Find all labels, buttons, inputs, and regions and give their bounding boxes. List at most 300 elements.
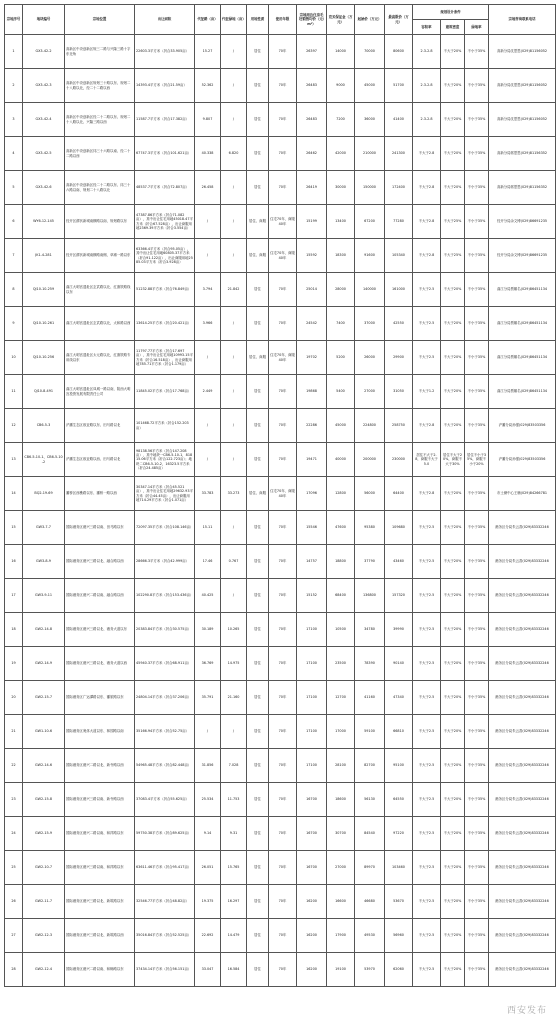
cell-density: 不大于25% <box>441 205 465 239</box>
cell-seq: 2 <box>5 69 23 103</box>
table-row <box>5 511 556 545</box>
cell-location: 曲江大明宫遗址区玄武路以北，太和路以西 <box>65 307 135 341</box>
cell-code: QJ10-10-261 <box>23 307 65 341</box>
cell-avg-price: 19702 <box>297 341 327 375</box>
cell-avg-price: 17100 <box>297 681 327 715</box>
table-row <box>5 103 556 137</box>
cell-area: 54965.48平方米（折合82.448亩） <box>135 749 195 783</box>
cell-green-area: 15.765 <box>221 851 247 885</box>
cell-max-price: 80600 <box>385 35 413 69</box>
cell-far: 不大于2.5 <box>413 511 441 545</box>
cell-use: 居住 <box>247 715 269 749</box>
cell-green-area: 10.265 <box>221 613 247 647</box>
cell-term: 70年 <box>269 647 297 681</box>
cell-location: 曲江大明宫遗址区太元路以北，红旗铁路专用线以东 <box>65 341 135 375</box>
cell-use: 居住 <box>247 443 269 477</box>
cell-term: 70年 <box>269 851 297 885</box>
cell-area: 22603.3平方米（折合33.905亩） <box>135 35 195 69</box>
cell-start-price: 67200 <box>355 205 385 239</box>
cell-location: 国际港务区港兴二路以南、融合路以西 <box>65 579 135 613</box>
table-row <box>5 647 556 681</box>
cell-seq: 9 <box>5 307 23 341</box>
cell-green-rate: 不小于35% <box>465 783 489 817</box>
cell-code: GW2-11-7 <box>23 885 65 919</box>
cell-density: 不大于20% <box>441 35 465 69</box>
cell-deposit: 12700 <box>327 681 355 715</box>
cell-deposit: 42000 <box>327 137 355 171</box>
cell-max-price: 172400 <box>385 171 413 205</box>
cell-avg-price: 16200 <box>297 885 327 919</box>
cell-road-area: 40.338 <box>195 137 221 171</box>
cell-avg-price: 26419 <box>297 171 327 205</box>
cell-area: 45940.37平方米（折合68.911亩） <box>135 647 195 681</box>
cell-start-price: 49530 <box>355 919 385 953</box>
cell-contact: 港务区分局朱云香(029)83332246 <box>489 579 556 613</box>
cell-density: 不大于20% <box>441 851 465 885</box>
cell-use: 居住 <box>247 613 269 647</box>
cell-contact: 曲江分局贾娜名(029)86451134 <box>489 375 556 409</box>
cell-green-area: / <box>221 715 247 749</box>
header-row <box>5 5 556 20</box>
cell-location: 国际港务区港兴二路以南、和畅路以东 <box>65 953 135 987</box>
cell-deposit: 40000 <box>327 443 355 477</box>
header-location: 宗地位置 <box>65 5 135 35</box>
cell-density: 居住不大于20%，商服不大于30% <box>441 443 465 477</box>
cell-term: 70年 <box>269 545 297 579</box>
cell-term: 住宅70年、商服40年 <box>269 205 297 239</box>
cell-seq: 20 <box>5 681 23 715</box>
cell-density: 不大于20% <box>441 171 465 205</box>
cell-green-area: 33.273 <box>221 477 247 511</box>
cell-seq: 24 <box>5 817 23 851</box>
cell-use: 居住 <box>247 137 269 171</box>
cell-code: GW2-12-4 <box>23 953 65 987</box>
cell-area: 20383.84平方米（折合30.575亩） <box>135 613 195 647</box>
cell-term: 70年 <box>269 137 297 171</box>
cell-start-price: 45000 <box>355 69 385 103</box>
cell-term: 70年 <box>269 511 297 545</box>
cell-deposit: 28100 <box>327 749 355 783</box>
cell-contact: 港务区分局朱云香(029)83332246 <box>489 817 556 851</box>
cell-deposit: 19100 <box>327 953 355 987</box>
cell-green-rate: 不小于35% <box>465 477 489 511</box>
cell-deposit: 27000 <box>327 851 355 885</box>
cell-green-rate: 不小于35% <box>465 273 489 307</box>
cell-far: 不大于2.5 <box>413 817 441 851</box>
cell-far: 不大于2.5 <box>413 885 441 919</box>
cell-area: 47387.86平方米（折合71.082亩），其中出让住宅用地45018.47平方米（折合67.528亩），出让商服用地2369.39平方米（折合3.554亩） <box>135 205 195 239</box>
watermark-text: 西安发布 <box>506 1006 547 1016</box>
cell-start-price: 84540 <box>355 817 385 851</box>
cell-avg-price: 17100 <box>297 715 327 749</box>
cell-avg-price: 25014 <box>297 273 327 307</box>
cell-contact: 经开分局余文博(029)86691235 <box>489 205 556 239</box>
cell-use: 居住 <box>247 409 269 443</box>
cell-density: 不大于25% <box>441 239 465 273</box>
header-far: 容积率 <box>413 20 441 35</box>
cell-code: WY6-12-145 <box>23 205 65 239</box>
cell-seq: 21 <box>5 715 23 749</box>
cell-road-area: / <box>195 715 221 749</box>
cell-far: 不大于2.5 <box>413 715 441 749</box>
cell-use: 居住 <box>247 69 269 103</box>
cell-green-area: 6.820 <box>221 137 247 171</box>
cell-far: 不大于2.8 <box>413 477 441 511</box>
cell-seq: 6 <box>5 205 23 239</box>
cell-max-price: 90140 <box>385 647 413 681</box>
cell-area: 37434.14平方米（折合56.151亩） <box>135 953 195 987</box>
cell-use: 居住 <box>247 817 269 851</box>
cell-avg-price: 16700 <box>297 851 327 885</box>
cell-green-rate: 不小于35% <box>465 375 489 409</box>
cell-location: 经开区渭状新城南横路以南、规划路以东 <box>65 205 135 239</box>
cell-use: 居住 <box>247 511 269 545</box>
cell-max-price: 39990 <box>385 613 413 647</box>
cell-term: 70年 <box>269 953 297 987</box>
cell-start-price: 91600 <box>355 239 385 273</box>
cell-density: 不大于20% <box>441 103 465 137</box>
cell-contact: 港务区分局朱云香(029)83332246 <box>489 613 556 647</box>
cell-far: 不大于2.8 <box>413 409 441 443</box>
cell-seq: 14 <box>5 477 23 511</box>
cell-density: 不大于20% <box>441 783 465 817</box>
cell-road-area: / <box>195 341 221 375</box>
cell-use: 居住、商服 <box>247 205 269 239</box>
cell-far: 不大于2.5 <box>413 307 441 341</box>
cell-term: 70年 <box>269 681 297 715</box>
cell-far: 不大于2.5 <box>413 851 441 885</box>
cell-green-area: / <box>221 205 247 239</box>
cell-term: 70年 <box>269 273 297 307</box>
cell-area: 59750.38平方米（折合89.625亩） <box>135 817 195 851</box>
cell-seq: 13 <box>5 443 23 477</box>
cell-green-rate: 不小于35% <box>465 885 489 919</box>
header-start-price: 起始价（万元） <box>355 5 385 35</box>
cell-deposit: 30000 <box>327 171 355 205</box>
cell-green-rate: 不小于35% <box>465 239 489 273</box>
cell-term: 70年 <box>269 443 297 477</box>
table-row <box>5 443 556 477</box>
cell-far: 不大于2.5 <box>413 783 441 817</box>
cell-area: 67747.3平方米（折合101.621亩） <box>135 137 195 171</box>
cell-avg-price: 17100 <box>297 647 327 681</box>
table-row <box>5 817 556 851</box>
cell-green-rate: 不小于35% <box>465 341 489 375</box>
cell-max-price: 258750 <box>385 409 413 443</box>
cell-far: 2.3-2.8 <box>413 69 441 103</box>
cell-code: QJ10-10-259 <box>23 273 65 307</box>
cell-start-price: 26000 <box>355 341 385 375</box>
cell-start-price: 56000 <box>355 477 385 511</box>
cell-code: GW3-9-11 <box>23 579 65 613</box>
cell-road-area: / <box>195 409 221 443</box>
cell-max-price: 77280 <box>385 205 413 239</box>
cell-code: QJ10-10-256 <box>23 341 65 375</box>
cell-use: 居住 <box>247 953 269 987</box>
cell-avg-price: 22286 <box>297 409 327 443</box>
cell-start-price: 41160 <box>355 681 385 715</box>
cell-start-price: 53970 <box>355 953 385 987</box>
header-green-area: 代征绿地（亩） <box>221 5 247 35</box>
cell-green-area: 14.479 <box>221 919 247 953</box>
cell-deposit: 5400 <box>327 375 355 409</box>
cell-start-price: 140000 <box>355 273 385 307</box>
cell-code: GX3-42-5 <box>23 137 65 171</box>
cell-road-area: 36.769 <box>195 647 221 681</box>
cell-green-area: / <box>221 409 247 443</box>
cell-green-rate: 不小于35% <box>465 851 489 885</box>
cell-max-price: 230000 <box>385 443 413 477</box>
cell-location: 国际港务区港兴三路以南、和祥路以东 <box>65 851 135 885</box>
cell-use: 居住 <box>247 647 269 681</box>
cell-code: GW2-14-6 <box>23 749 65 783</box>
cell-code: GX3-42-4 <box>23 103 65 137</box>
cell-green-rate: 不小于35% <box>465 817 489 851</box>
cell-contact: 经开分局余文博(029)86691235 <box>489 239 556 273</box>
cell-location: 国际港务区港兴三路以北、新筑路以东 <box>65 885 135 919</box>
cell-density: 不大于20% <box>441 273 465 307</box>
cell-density: 不大于20% <box>441 681 465 715</box>
cell-green-rate: 不小于35% <box>465 171 489 205</box>
cell-green-area: 14.975 <box>221 647 247 681</box>
cell-term: 70年 <box>269 613 297 647</box>
cell-use: 居住 <box>247 171 269 205</box>
cell-green-area: 0.767 <box>221 545 247 579</box>
cell-avg-price: 15199 <box>297 205 327 239</box>
cell-road-area: 19.375 <box>195 885 221 919</box>
cell-use: 居住 <box>247 375 269 409</box>
cell-far: 不大于2.5 <box>413 579 441 613</box>
cell-max-price: 31050 <box>385 375 413 409</box>
header-area: 出让面积 <box>135 5 195 35</box>
cell-contact: 高新分局沈思思(029)81156052 <box>489 35 556 69</box>
cell-road-area: / <box>195 239 221 273</box>
cell-code: JK1-4-281 <box>23 239 65 273</box>
cell-far: 不大于2.5 <box>413 273 441 307</box>
cell-code: GX3-42-6 <box>23 171 65 205</box>
cell-density: 不大于20% <box>441 137 465 171</box>
cell-area: 35016.84平方米（折合52.525亩） <box>135 919 195 953</box>
cell-deposit: 13400 <box>327 205 355 239</box>
cell-deposit: 47600 <box>327 511 355 545</box>
cell-max-price: 97220 <box>385 817 413 851</box>
cell-term: 70年 <box>269 919 297 953</box>
cell-green-area: / <box>221 69 247 103</box>
cell-use: 居住 <box>247 783 269 817</box>
table-row <box>5 681 556 715</box>
cell-road-area: 9.807 <box>195 103 221 137</box>
cell-max-price: 42550 <box>385 307 413 341</box>
cell-start-price: 56130 <box>355 783 385 817</box>
cell-road-area: 15.27 <box>195 35 221 69</box>
cell-seq: 22 <box>5 749 23 783</box>
cell-density: 不大于20% <box>441 477 465 511</box>
cell-location: 国际港务区奥体大道以东、林园路以南 <box>65 715 135 749</box>
cell-green-area: 7.028 <box>221 749 247 783</box>
cell-code: GX3-42-3 <box>23 69 65 103</box>
table-row <box>5 477 556 511</box>
header-max-price: 最高限价（万元） <box>385 5 413 35</box>
cell-contact: 高新分局郭思思(029)81156352 <box>489 137 556 171</box>
cell-far: 2.3-2.8 <box>413 35 441 69</box>
cell-far: 不大于2.5 <box>413 613 441 647</box>
cell-green-rate: 不小于35% <box>465 205 489 239</box>
cell-max-price: 56960 <box>385 919 413 953</box>
cell-green-area: 21.842 <box>221 273 247 307</box>
cell-start-price: 37000 <box>355 307 385 341</box>
cell-road-area: 35.791 <box>195 681 221 715</box>
cell-avg-price: 16200 <box>297 953 327 987</box>
cell-start-price: 59100 <box>355 715 385 749</box>
cell-code: CB6-5-3 <box>23 409 65 443</box>
cell-deposit: 10500 <box>327 613 355 647</box>
cell-deposit: 18600 <box>327 783 355 817</box>
cell-density: 不大于20% <box>441 715 465 749</box>
cell-start-price: 34780 <box>355 613 385 647</box>
cell-area: 101468.72平方米（折合152.203亩） <box>135 409 195 443</box>
table-row <box>5 375 556 409</box>
cell-seq: 12 <box>5 409 23 443</box>
cell-term: 70年 <box>269 171 297 205</box>
cell-start-price: 136800 <box>355 579 385 613</box>
cell-road-area: 17.46 <box>195 545 221 579</box>
cell-avg-price: 15592 <box>297 239 327 273</box>
cell-max-price: 43460 <box>385 545 413 579</box>
cell-start-price: 46680 <box>355 885 385 919</box>
cell-green-rate: 不小于35% <box>465 613 489 647</box>
cell-location: 国际港务区港兴三路以北、港务大道以西 <box>65 647 135 681</box>
cell-area: 63366.4平方米（折合95.05亩），其中出让住宅用地60805.37平方米（折合91.122亩），出让商服用地2585.03平方米（折合3.928亩） <box>135 239 195 273</box>
cell-contact: 港务区分局朱云香(029)83332246 <box>489 885 556 919</box>
cell-green-area: 16.584 <box>221 953 247 987</box>
cell-far: 不大于2.8 <box>413 239 441 273</box>
cell-max-price: 64550 <box>385 783 413 817</box>
cell-avg-price: 19868 <box>297 375 327 409</box>
cell-green-area: / <box>221 579 247 613</box>
cell-avg-price: 17100 <box>297 613 327 647</box>
cell-area: 72097.35平方米（折合108.146亩） <box>135 511 195 545</box>
cell-code: CB6-5-10-1、CB6-5-10-2 <box>23 443 65 477</box>
header-density: 建筑密度 <box>441 20 465 35</box>
cell-contact: 港务区分局朱云香(029)83332246 <box>489 715 556 749</box>
cell-location: 经开区渭状新城南横路南侧、草滩一路以东 <box>65 239 135 273</box>
cell-area: 11587.7平方米（折合17.382亩） <box>135 103 195 137</box>
cell-green-rate: 不小于35% <box>465 511 489 545</box>
cell-seq: 8 <box>5 273 23 307</box>
cell-term: 70年 <box>269 749 297 783</box>
cell-green-rate: 不小于35% <box>465 715 489 749</box>
cell-green-rate: 不小于35% <box>465 579 489 613</box>
cell-green-rate: 不小于35% <box>465 919 489 953</box>
table-row <box>5 919 556 953</box>
cell-green-area: / <box>221 171 247 205</box>
cell-avg-price: 16200 <box>297 919 327 953</box>
cell-seq: 17 <box>5 579 23 613</box>
cell-use: 居住、商服 <box>247 477 269 511</box>
cell-density: 不大于20% <box>441 511 465 545</box>
cell-contact: 港务区分局朱云香(029)83332246 <box>489 749 556 783</box>
cell-avg-price: 26397 <box>297 35 327 69</box>
cell-road-area: 31.856 <box>195 749 221 783</box>
cell-code: GW1-10-6 <box>23 715 65 749</box>
table-row <box>5 851 556 885</box>
cell-code: GW3-8-9 <box>23 545 65 579</box>
cell-term: 住宅70年、商服40年 <box>269 239 297 273</box>
cell-green-rate: 不小于35% <box>465 647 489 681</box>
cell-road-area: 30.189 <box>195 613 221 647</box>
cell-code: GW2-15-9 <box>23 817 65 851</box>
header-road-area: 代征路（亩） <box>195 5 221 35</box>
cell-deposit: 9000 <box>327 69 355 103</box>
cell-max-price: 51700 <box>385 69 413 103</box>
cell-density: 不大于20% <box>441 817 465 851</box>
cell-code: GW2-10-7 <box>23 851 65 885</box>
cell-use: 居住 <box>247 273 269 307</box>
cell-code: GW2-15-8 <box>23 783 65 817</box>
cell-far: 不大于1.2 <box>413 375 441 409</box>
cell-density: 不大于20% <box>441 375 465 409</box>
cell-location: 国际港务区港兴三路以北、新筑路以西 <box>65 919 135 953</box>
cell-deposit: 17000 <box>327 715 355 749</box>
cell-max-price: 47340 <box>385 681 413 715</box>
cell-avg-price: 16700 <box>297 783 327 817</box>
table-row <box>5 137 556 171</box>
cell-deposit: 5200 <box>327 341 355 375</box>
cell-location: 高新区中央创新区纬三十六路以南、经二十二路以西 <box>65 137 135 171</box>
header-deposit: 竞买保证金（万元） <box>327 5 355 35</box>
cell-deposit: 18800 <box>327 545 355 579</box>
cell-max-price: 29900 <box>385 341 413 375</box>
cell-seq: 15 <box>5 511 23 545</box>
cell-max-price: 157320 <box>385 579 413 613</box>
cell-max-price: 95100 <box>385 749 413 783</box>
cell-far: 不大于2.5 <box>413 341 441 375</box>
cell-contact: 港务区分局朱云香(029)83332246 <box>489 851 556 885</box>
cell-far: 不大于2.5 <box>413 749 441 783</box>
cell-area: 11797.77平方米（折合17.697亩），其中出让住宅用地10993.15平方米（折合16.518亩），出让商服用地785.71平方米（折合1.179亩） <box>135 341 195 375</box>
cell-location: 国际港务区港兴二路以北、新寺路以西 <box>65 749 135 783</box>
cell-location: 浐灞生态区欧亚路以东、田马路以北 <box>65 409 135 443</box>
cell-contact: 港务区分局朱云香(029)83332246 <box>489 511 556 545</box>
cell-seq: 27 <box>5 919 23 953</box>
table-row <box>5 783 556 817</box>
cell-area: 13614.25平方米（折合20.421亩） <box>135 307 195 341</box>
cell-avg-price: 17096 <box>297 477 327 511</box>
cell-density: 不大于20% <box>441 545 465 579</box>
cell-avg-price: 17100 <box>297 749 327 783</box>
cell-term: 住宅70年、商服40年 <box>269 341 297 375</box>
cell-green-area: 16.297 <box>221 885 247 919</box>
cell-contact: 曲江分局贾娜名(029)86451134 <box>489 307 556 341</box>
cell-max-price: 41400 <box>385 103 413 137</box>
cell-max-price: 62060 <box>385 953 413 987</box>
cell-term: 住宅70年、商服40年 <box>269 477 297 511</box>
header-plan-group: 规划设计条件 <box>413 5 489 20</box>
cell-green-area: 9.31 <box>221 817 247 851</box>
cell-density: 不大于20% <box>441 307 465 341</box>
cell-road-area: 33.047 <box>195 953 221 987</box>
header-avg-price: 宗地周边住房毛坯销售均价（元/m²） <box>297 5 327 35</box>
cell-road-area: 52.362 <box>195 69 221 103</box>
table-row <box>5 307 556 341</box>
cell-contact: 高新分局郭思思(029)81156352 <box>489 171 556 205</box>
cell-area: 28666.3平方米（折合42.999亩） <box>135 545 195 579</box>
cell-contact: 高新分局沈思思(029)81156052 <box>489 103 556 137</box>
table-row <box>5 715 556 749</box>
cell-green-rate: 不小于35% <box>465 545 489 579</box>
cell-location: 浐灞生态区欧亚路以西、田马路以北 <box>65 443 135 477</box>
table-row <box>5 579 556 613</box>
